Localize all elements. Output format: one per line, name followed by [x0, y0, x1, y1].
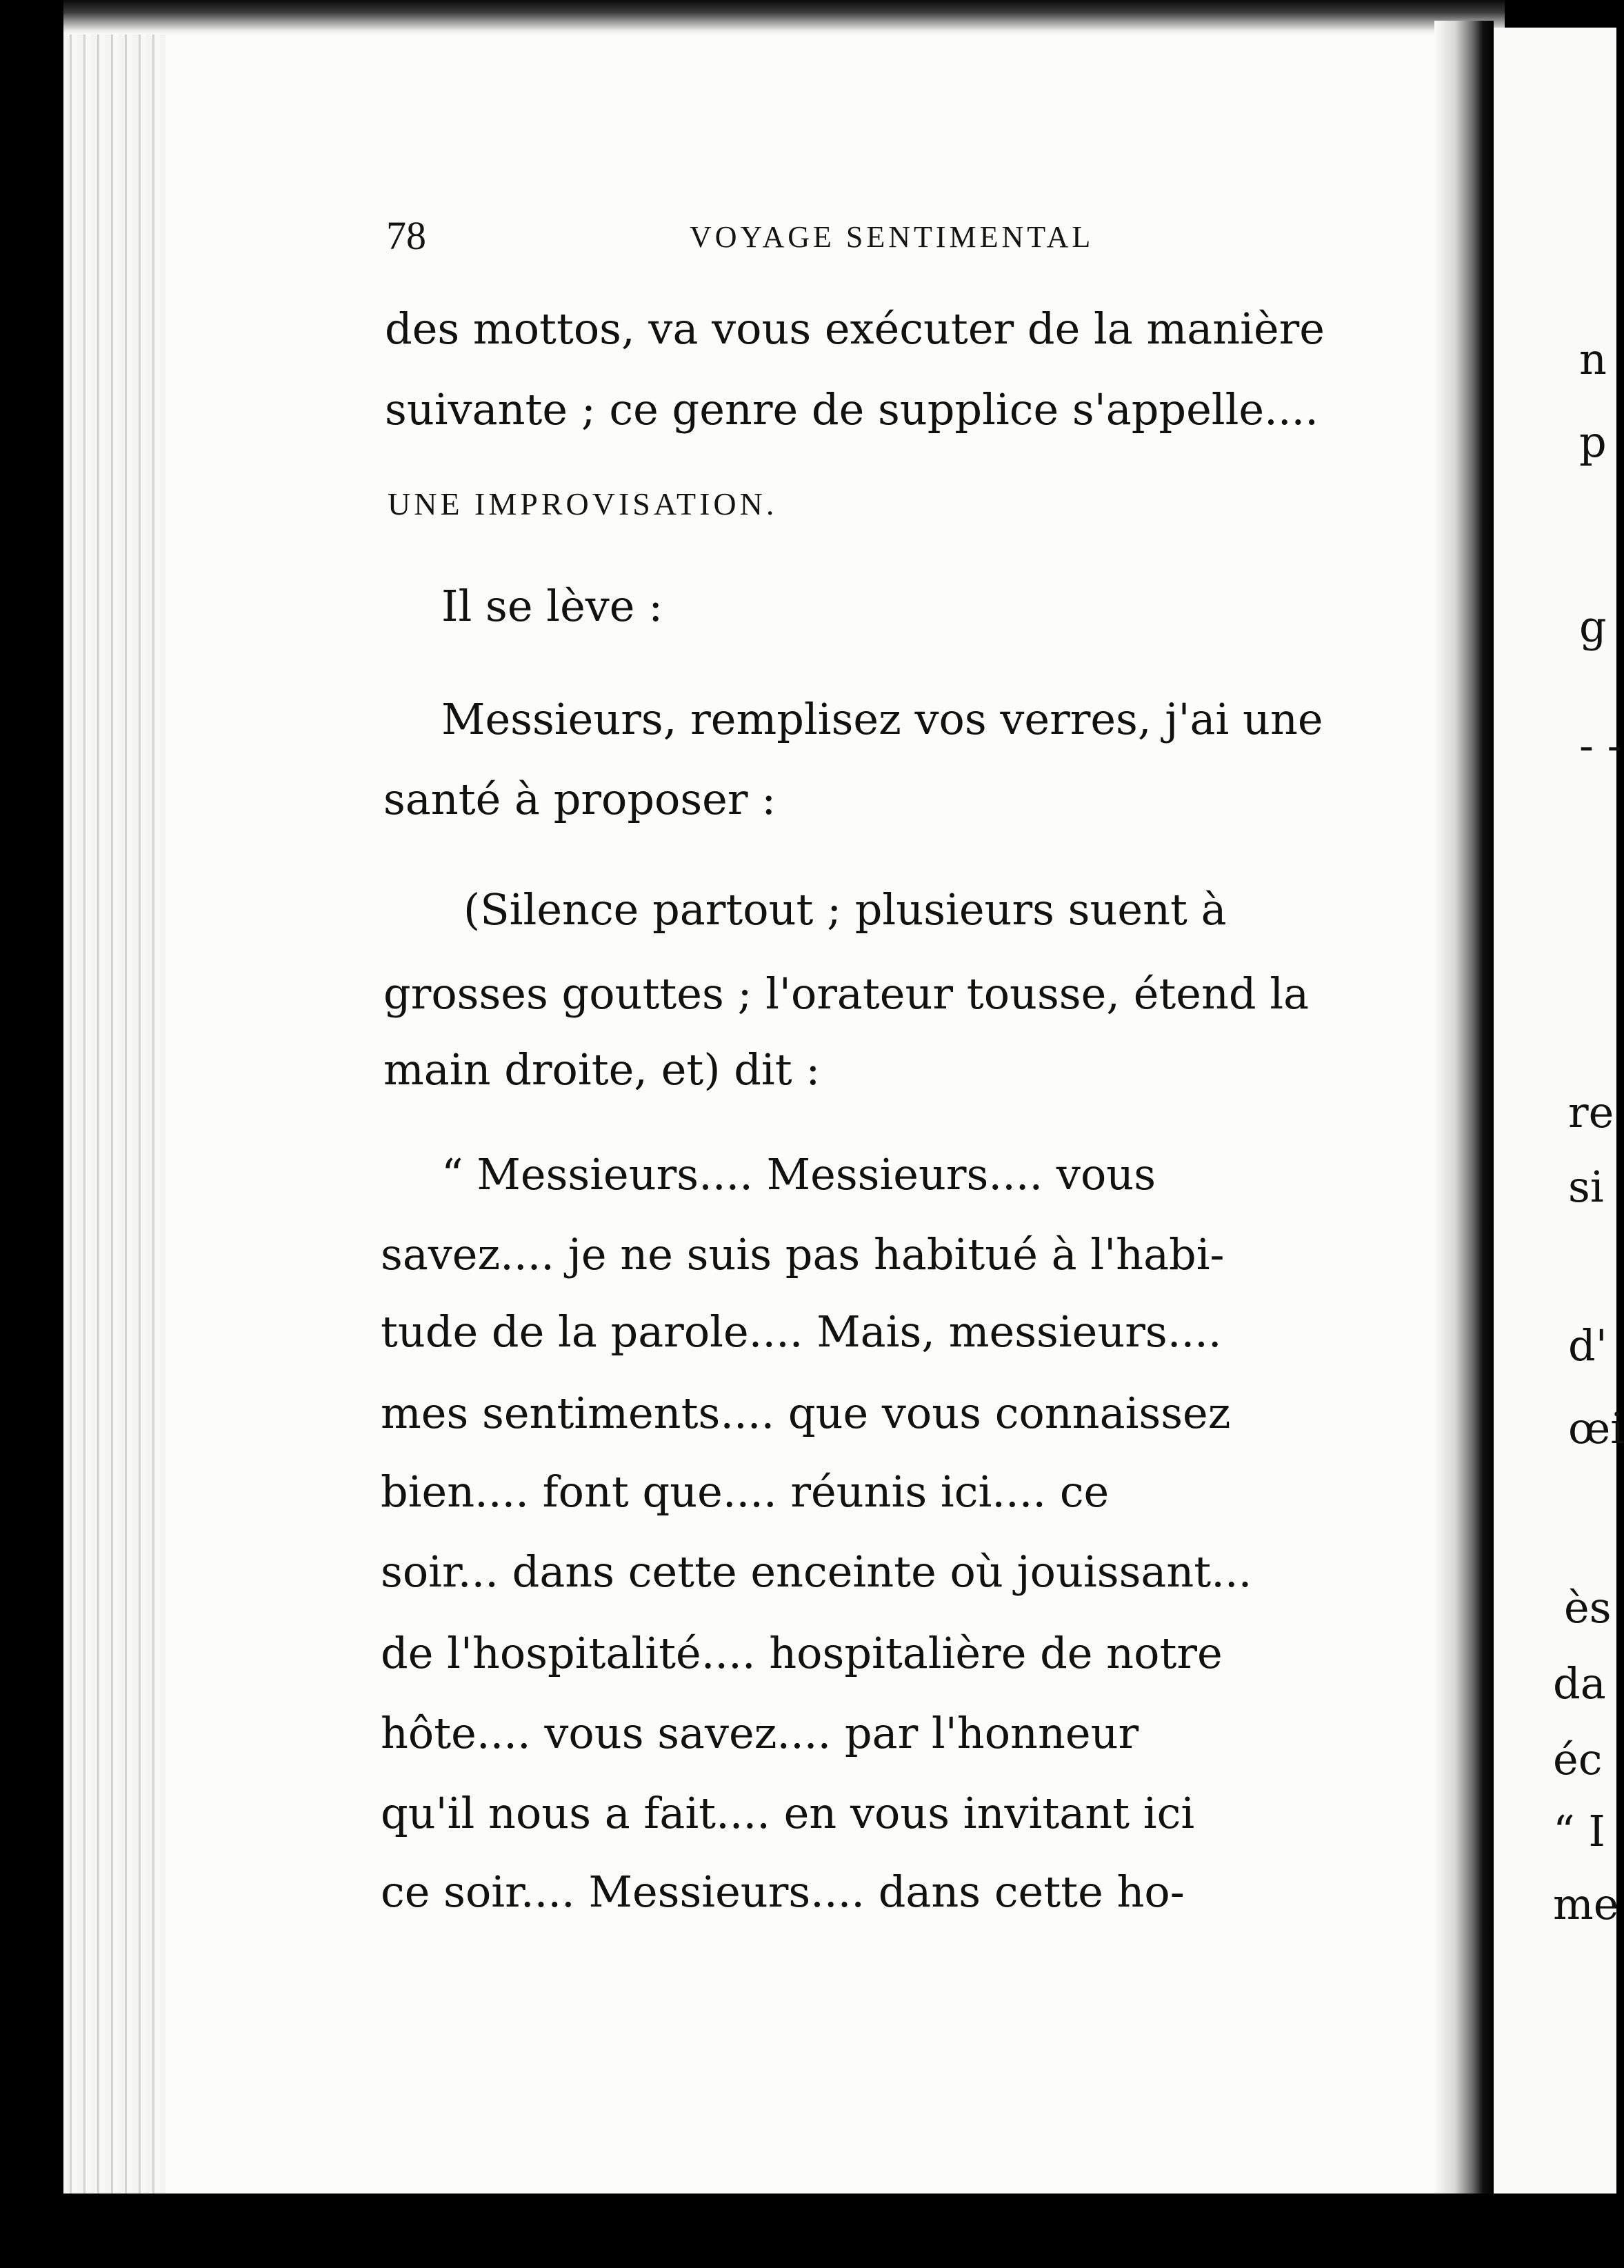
facing-fragment-1: n — [1579, 334, 1607, 384]
body-line-6: santé à proposer : — [383, 774, 776, 824]
facing-fragment-10: da — [1553, 1658, 1606, 1709]
body-line-4: Il se lève : — [441, 581, 663, 631]
body-line-18: qu'il nous a fait.... en vous invitant ici — [381, 1788, 1195, 1838]
facing-fragment-13: me — [1553, 1879, 1619, 1929]
body-line-1: des mottos, va vous exécuter de la manière — [385, 304, 1325, 354]
facing-fragment-7: d' — [1568, 1320, 1607, 1371]
body-line-8: grosses gouttes ; l'orateur tousse, étend la — [383, 968, 1310, 1019]
body-line-19: ce soir.... Messieurs.... dans cette ho- — [381, 1867, 1185, 1917]
body-line-5: Messieurs, remplisez vos verres, j'ai une — [441, 694, 1323, 744]
body-line-3: UNE IMPROVISATION. — [388, 486, 778, 521]
body-line-13: mes sentiments.... que vous connaissez — [381, 1388, 1231, 1438]
body-line-15: soir... dans cette enceinte où jouissant... — [381, 1546, 1252, 1597]
facing-fragment-9: ès — [1564, 1582, 1612, 1633]
top-shadow — [63, 0, 1505, 34]
body-line-16: de l'hospitalité.... hospitalière de notre — [381, 1628, 1223, 1678]
body-line-12: tude de la parole.... Mais, messieurs.... — [381, 1306, 1222, 1357]
bottom-edge — [63, 2194, 1616, 2268]
page-edges — [63, 10, 182, 2195]
body-line-10: “ Messieurs.... Messieurs.... vous — [441, 1149, 1156, 1200]
body-line-17: hôte.... vous savez.... par l'honneur — [381, 1708, 1139, 1758]
body-line-9: main droite, et) dit : — [383, 1044, 821, 1095]
gutter-shadow — [1434, 21, 1494, 2207]
facing-fragment-3: g — [1579, 601, 1607, 652]
facing-fragment-5: re — [1568, 1087, 1614, 1137]
facing-fragment-6: si — [1568, 1162, 1604, 1212]
facing-fragment-8: œi — [1568, 1403, 1624, 1453]
page-number: 78 — [386, 213, 426, 258]
facing-fragment-11: éc — [1553, 1734, 1603, 1784]
body-line-14: bien.... font que.... réunis ici.... ce — [381, 1466, 1110, 1517]
running-head-title: VOYAGE SENTIMENTAL — [690, 220, 1094, 254]
facing-fragment-12: “ I — [1553, 1806, 1605, 1856]
body-line-7: (Silence partout ; plusieurs suent à — [463, 884, 1227, 935]
facing-fragment-4: - - — [1579, 720, 1622, 770]
body-line-2: suivante ; ce genre de supplice s'appelle.... — [385, 384, 1319, 435]
body-line-11: savez.... je ne suis pas habitué à l'habi- — [381, 1229, 1225, 1280]
facing-fragment-2: p — [1579, 417, 1607, 467]
